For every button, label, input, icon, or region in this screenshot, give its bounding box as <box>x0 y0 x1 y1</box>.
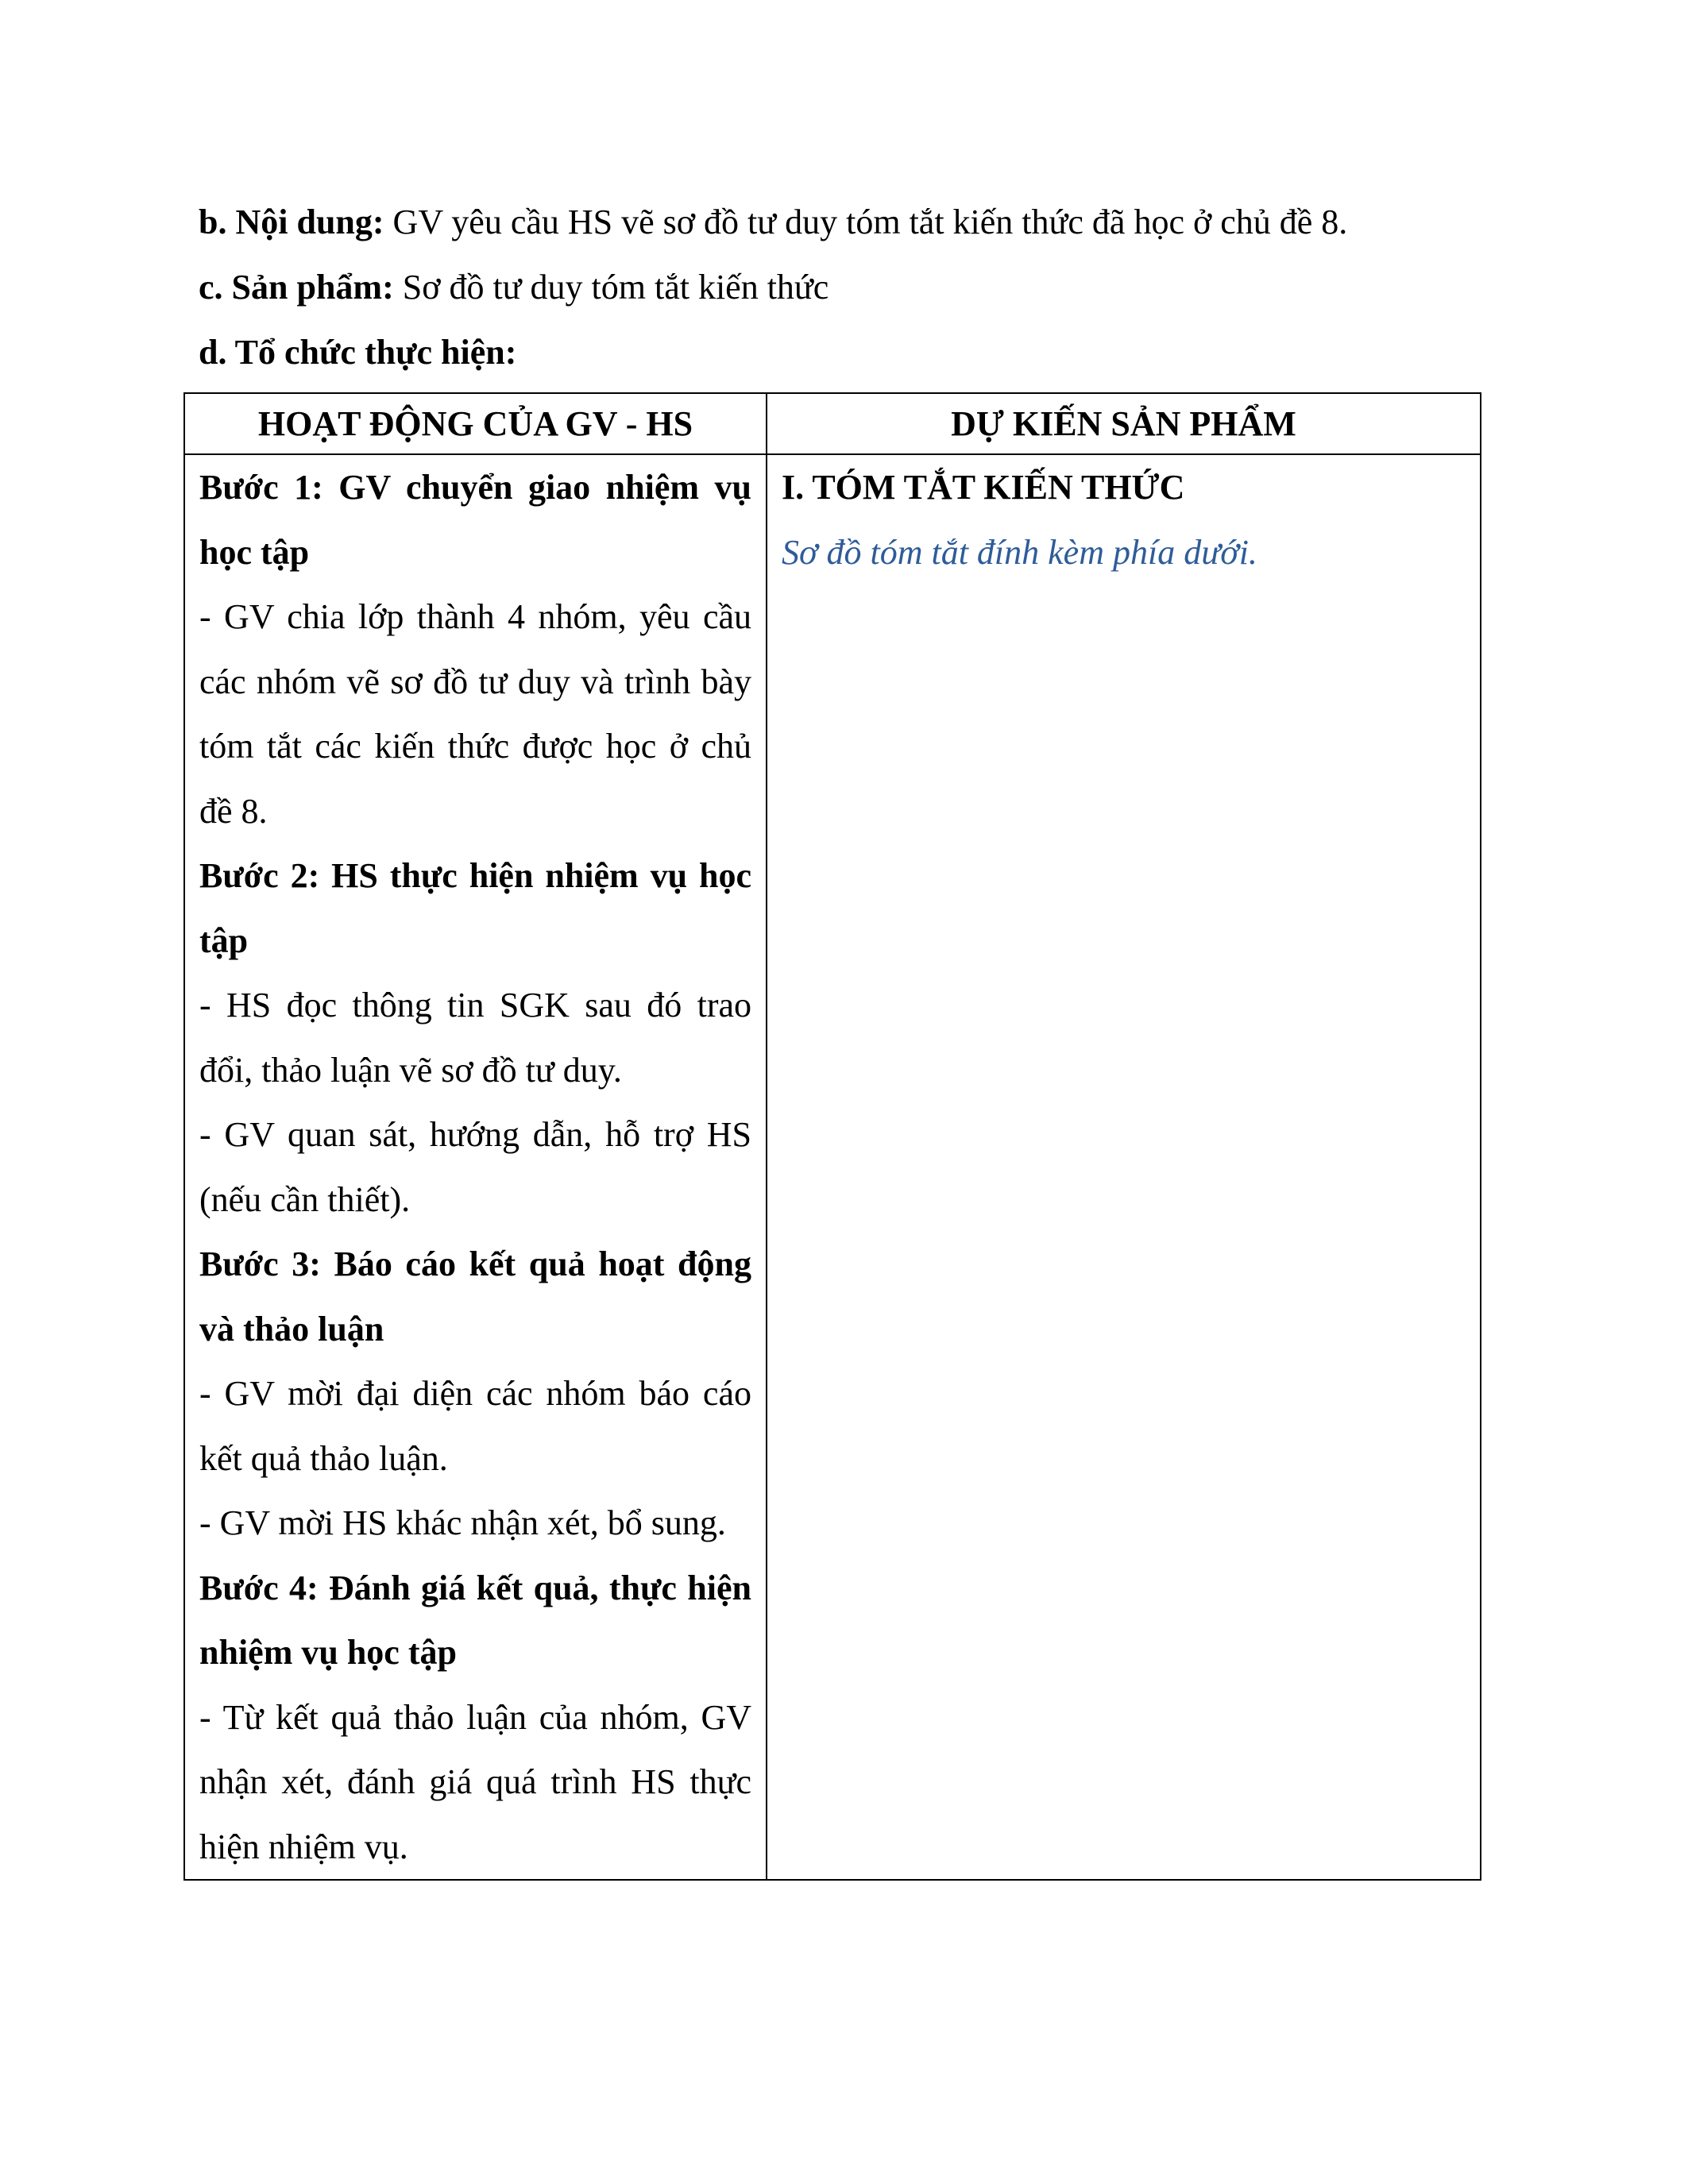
content-label: b. Nội dung: <box>199 203 384 241</box>
step-1-text: - GV chia lớp thành 4 nhóm, yêu cầu các nhóm vẽ sơ đồ tư duy và trình bày tóm tắt các kiến thức được học ở chủ đề 8. <box>199 597 751 831</box>
organization-line <box>199 320 516 385</box>
activity-cell <box>184 454 767 1880</box>
step-3-text-1: - GV mời đại diện các nhóm báo cáo kết quả thảo luận. <box>199 1374 751 1478</box>
table-header-row <box>184 393 1481 454</box>
step-4-title: Bước 4: Đánh giá kết quả, thực hiện nhiệm vụ học tập <box>199 1568 751 1672</box>
header-expected-product: DỰ KIẾN SẢN PHẨM <box>767 393 1481 454</box>
step-2-title: Bước 2: HS thực hiện nhiệm vụ học tập <box>199 856 751 960</box>
header-teacher-student-activity: HOẠT ĐỘNG CỦA GV - HS <box>184 393 767 454</box>
attachment-note: Sơ đồ tóm tắt đính kèm phía dưới. <box>782 532 1257 572</box>
activity-table <box>183 392 1481 1881</box>
step-4-text: - Từ kết quả thảo luận của nhóm, GV nhận xét, đánh giá quá trình HS thực hiện nhiệm vụ. <box>199 1697 751 1866</box>
product-line <box>199 255 829 320</box>
content-text: GV yêu cầu HS vẽ sơ đồ tư duy tóm tắt kiến thức đã học ở chủ đề 8. <box>384 203 1348 241</box>
content-line <box>199 190 1347 255</box>
table-row <box>184 454 1481 1880</box>
step-3-title: Bước 3: Báo cáo kết quả hoạt động và thảo luận <box>199 1244 751 1349</box>
section-title: I. TÓM TẮT KIẾN THỨC <box>782 468 1185 507</box>
product-text: Sơ đồ tư duy tóm tắt kiến thức <box>393 268 829 307</box>
product-cell <box>767 454 1481 1880</box>
step-2-text-1: - HS đọc thông tin SGK sau đó trao đổi, thảo luận vẽ sơ đồ tư duy. <box>199 986 751 1090</box>
step-3-text-2: - GV mời HS khác nhận xét, bổ sung. <box>199 1503 726 1542</box>
step-1-title: Bước 1: GV chuyển giao nhiệm vụ học tập <box>199 468 751 572</box>
step-2-text-2: - GV quan sát, hướng dẫn, hỗ trợ HS (nếu cần thiết). <box>199 1115 751 1219</box>
organization-label: d. Tổ chức thực hiện: <box>199 333 517 372</box>
product-label: c. Sản phẩm: <box>199 268 394 307</box>
